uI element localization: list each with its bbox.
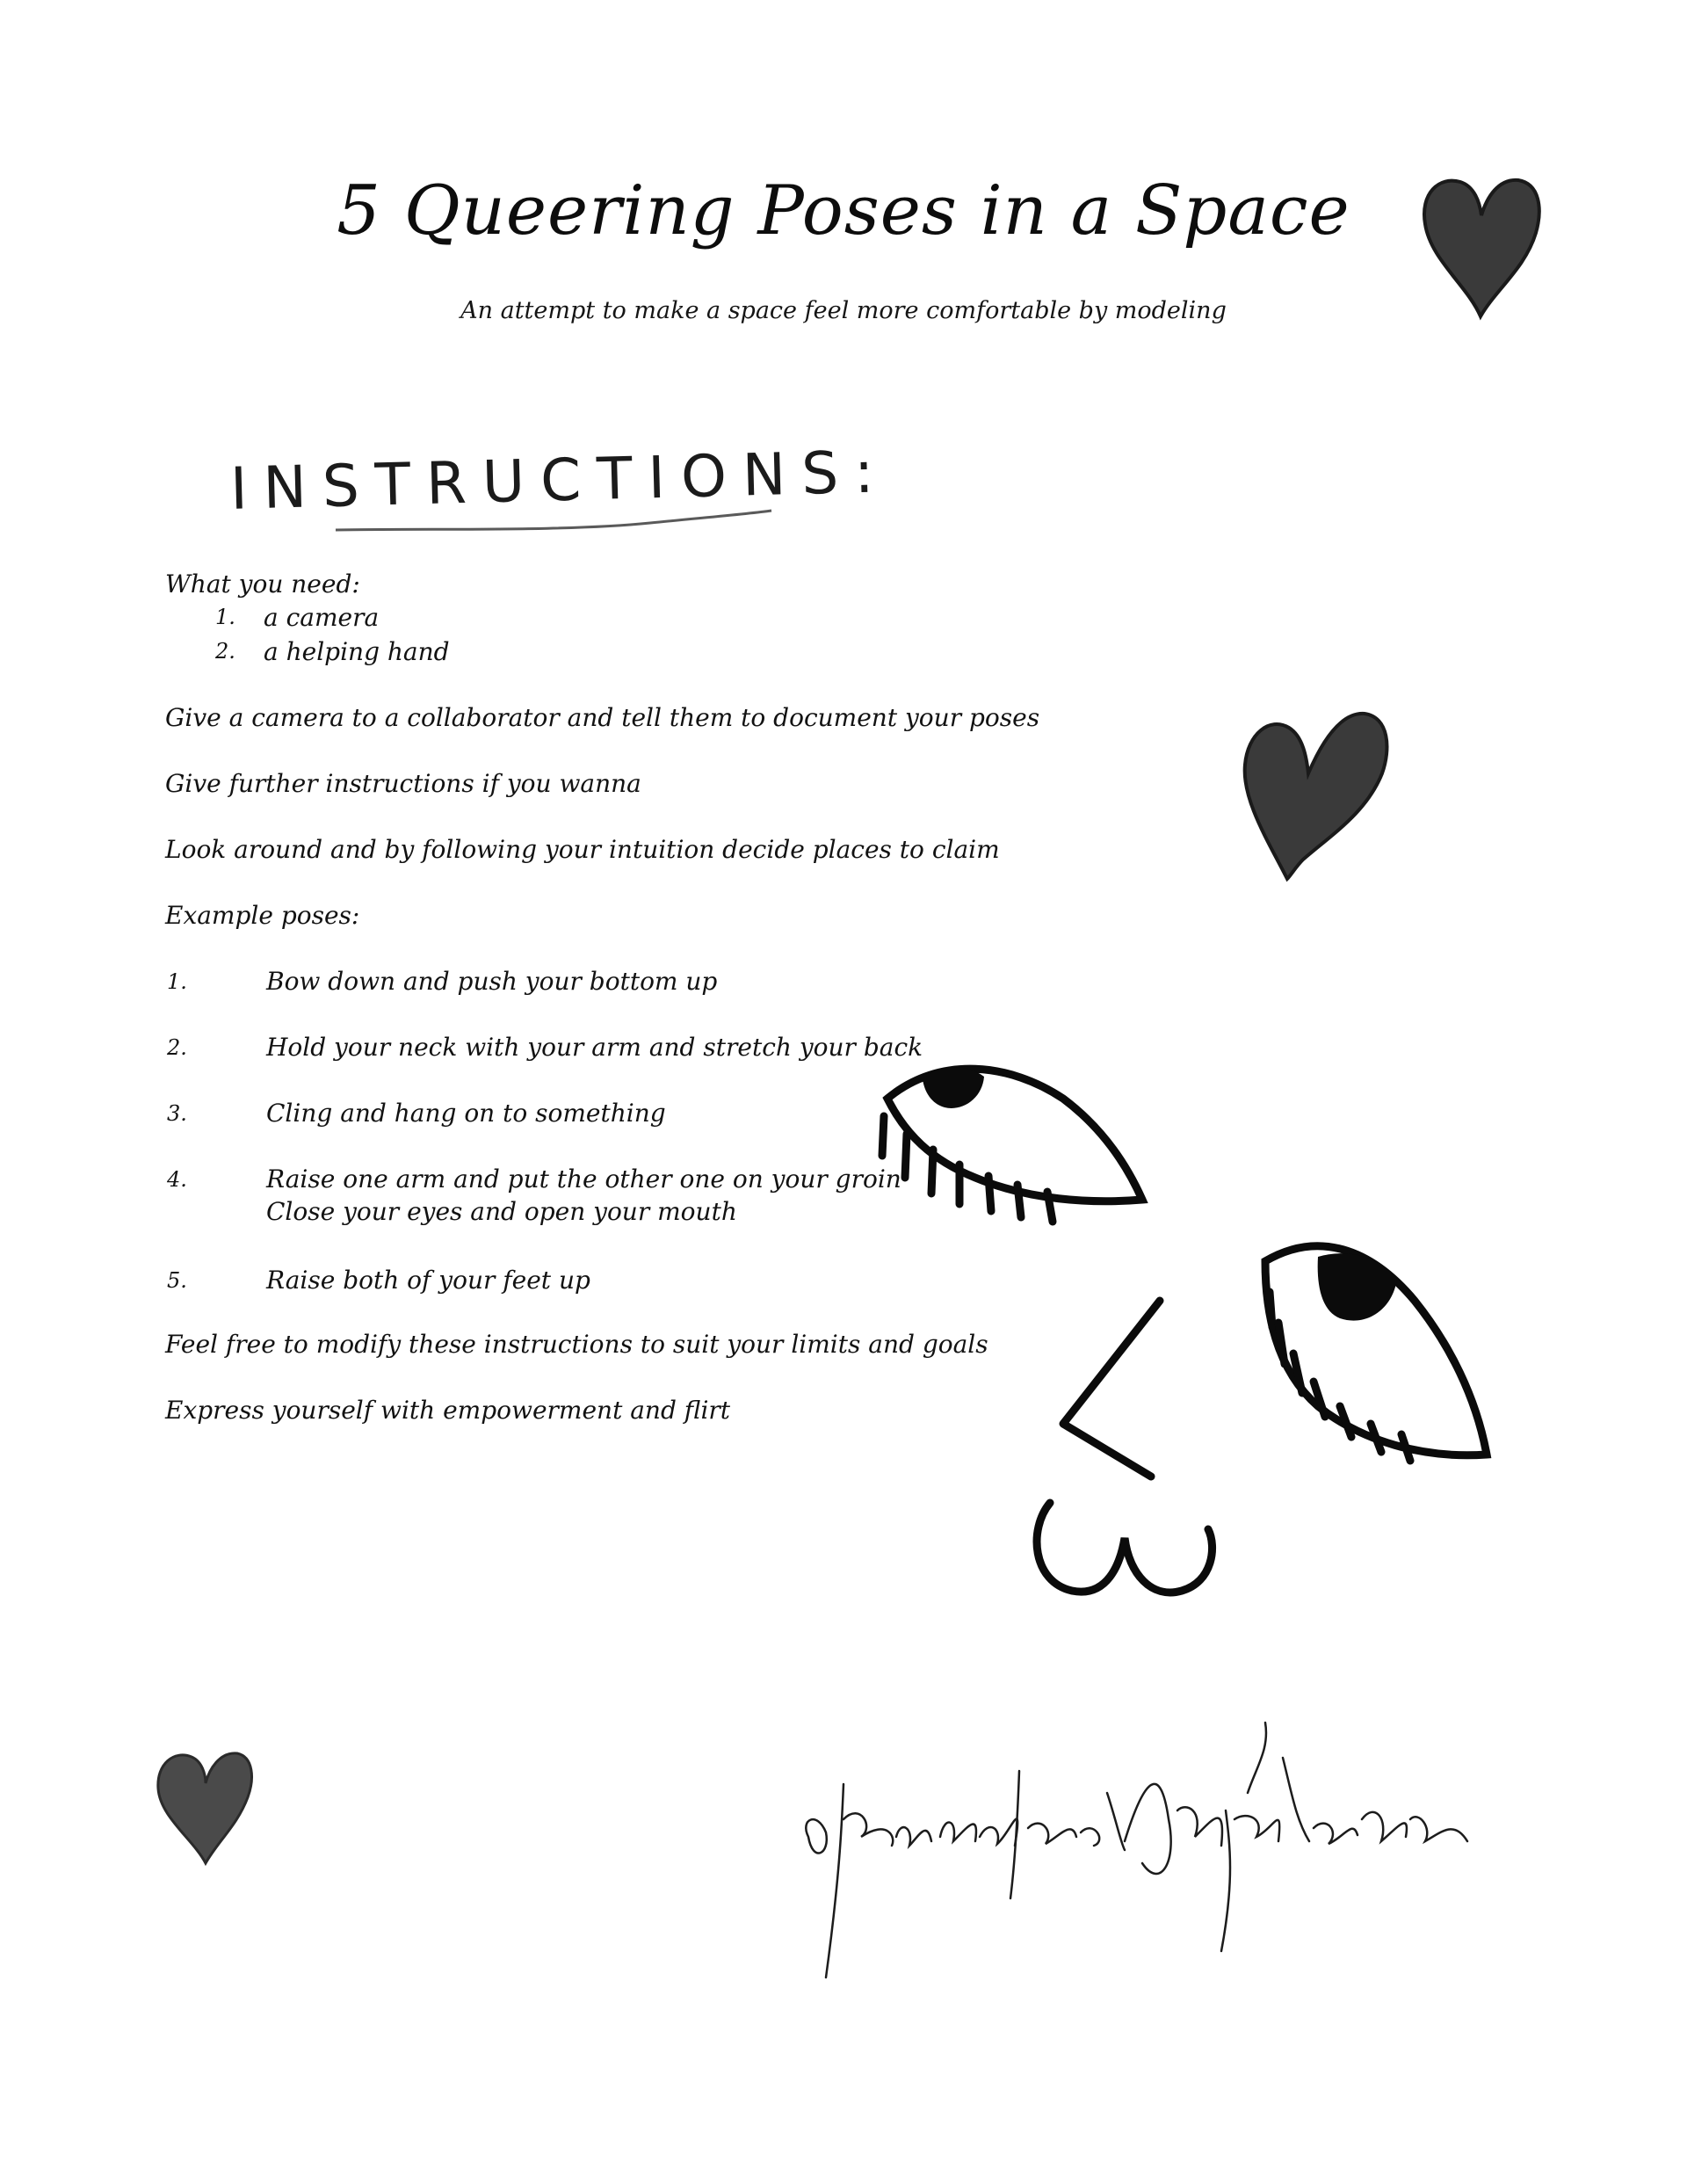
- need-item-text: a camera: [264, 603, 380, 632]
- closing-paragraph: Express yourself with empowerment and flirt: [165, 1396, 731, 1425]
- pose-number: 1.: [167, 969, 187, 994]
- mouth-icon: [1037, 1503, 1213, 1593]
- pose-text: Close your eyes and open your mouth: [266, 1197, 737, 1226]
- page-title: 5 Queering Poses in a Space: [337, 171, 1350, 250]
- face-drawing: [861, 1037, 1546, 1617]
- left-pupil-icon: [923, 1067, 984, 1108]
- example-poses-label: Example poses:: [165, 901, 360, 930]
- need-item-number: 1.: [215, 605, 235, 629]
- need-item-number: 2.: [215, 639, 235, 664]
- pose-text: Bow down and push your bottom up: [266, 967, 718, 996]
- paragraph: Give further instructions if you wanna: [165, 769, 641, 798]
- left-eye-icon: [882, 1069, 1142, 1222]
- instructions-heading: INSTRUCTIONS:: [229, 438, 891, 523]
- pose-text: Hold your neck with your arm and stretch your back: [266, 1033, 923, 1062]
- paragraph: Look around and by following your intuition decide places to claim: [165, 835, 1000, 864]
- need-item-text: a helping hand: [264, 637, 450, 666]
- pose-number: 4.: [167, 1167, 187, 1192]
- pose-text: Raise both of your feet up: [266, 1266, 590, 1295]
- heart-icon: [1415, 171, 1546, 321]
- nose-icon: [1063, 1301, 1160, 1477]
- what-you-need-label: What you need:: [165, 570, 360, 599]
- right-pupil-icon: [1318, 1253, 1397, 1320]
- pose-text: Cling and hang on to something: [266, 1099, 666, 1128]
- signature: [791, 1687, 1476, 2057]
- pose-text: Raise one arm and put the other one on your groin: [266, 1165, 901, 1194]
- closing-paragraph: Feel free to modify these instructions to suit your limits and goals: [165, 1330, 988, 1359]
- heart-icon: [1234, 703, 1393, 888]
- pose-number: 2.: [167, 1035, 187, 1060]
- pose-number: 5.: [167, 1268, 187, 1293]
- page-subtitle: An attempt to make a space feel more comfortable by modeling: [460, 297, 1227, 324]
- instructions-underline: [334, 505, 773, 541]
- paragraph: Give a camera to a collaborator and tell them to document your poses: [165, 703, 1040, 732]
- heart-icon: [151, 1745, 257, 1868]
- pose-number: 3.: [167, 1101, 187, 1126]
